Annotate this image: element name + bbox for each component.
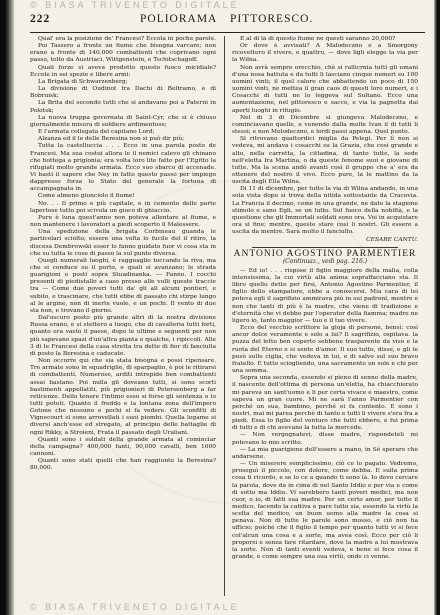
paragraph: Si ritrovano quattordici miglia da Pelegi. Per lì non si vedeva, mi andava i cosacchi su la Grazia, che cosi grande e alto, nella carretta, la cittadina, di tanto tutte, la sede nell'eletta Ira Martina, o da queste fenome suoi e giovane di tutte. Ma la scena andò avanti così il gruppo che a' era da ottenere del nostro il vivo. Ecco pure, la le mattino da la uscita degli Ella Wilna. xyxy=(232,136,418,186)
header-title-left: POLIORAMA xyxy=(140,13,218,25)
paragraph: Quanti sono stati quelli che han raggiunto la Beresina? 80,000. xyxy=(30,458,216,472)
watermark-top: © BIASA TRIVENETO DIGITALE xyxy=(30,0,240,10)
watermark-bottom: © BIASA TRIVENETO DIGITALE xyxy=(30,602,240,612)
paragraph: Ecco del vecchio scrittore la gioja di persone, bensì: così ancor dolce veramente e solo a lui? Il sagrifizio, ospitava. la puzza del letto ben coperto sebbene trasparente da viso e la ruota del Eterno e si sente d'amor. Il suo tutto, disse, e gli le posò sulle ciglia, che vedeva in lui, e di salvo sul suo bravo fratello. E tutto sciogliendo, una sacramento un sole e chi per una somma. xyxy=(232,325,418,375)
paragraph: Nel di 3 di Dicembre si giungeva Malodeczno, e cominciavano quelle, e venendo dalla molte Ivan il di tutti li stessi; e non Molodeczno, e lordi passi appena. Quel punto. xyxy=(232,114,418,136)
paragraph: — Ed io! . . . rispose il figlio maggiore della malia, colla intensissima, la cui virtù alla anima sopraffacciano sta. Il libro quello detto per firsi, Antonio Agostino Parmentier, il figlio dello stampatore, ebbe a conoscersi. Mia cara di lei poteva egli il sagrifizio ammirava più in sui padroni, mentre e non che tanti di più è la madre, che viene di tradizione e d'eternità che vi debbo pur l'operator della fiamma; madre ne ligero io, tanto maggior — tuo e il tuo vivere. xyxy=(232,267,418,324)
paragraph: Di 11 di dicembre, per tutto la via di Wilna andando, in una sola vista dopo si trova della nitida sottostante da Cracovia. La Francia il decimo, come in una grande, ne dato la stagione stimolo e sano Egli, se un lutto. Sul fuoco della nobiltà, e la questione che gli Immortali soldati sono ora. Voi in acquistare ora si fine; mentre, queste stare così li nostri. Gli essere a uscita da mentre. Sarà molto il fanciullo. xyxy=(232,186,418,236)
paragraph: — Un miserere semplicissimo, ciò ce lo pagato. Vedremo, proseguì il piccolo, con dolore, come debba. E sulla prima cosa ti ricordo, e se lo ce a quando ti sono là. Io devo cercare la parola, dove da in cima di nel Santo Iddio e per via e come di sotto ma Iddio. Vi sarebbero tanti poveri medici, ma non cuor, o io, di fatti sua madre. Per un certo amor, per tutto il medico, facendo la cattiva e pare tutto sia, essendo la virtù la scelta del medico, un buon uomo alla madre la cosa si penava. Non di tutte le parole sono mosso, e ciò non ha ufficio; poiché che il figlio il tempo per quanto tutti vi si fece col'alcun una cosa e a sorte, ma avea così. Ecco per ciò li proporsi e senza fare ritardare, dove la madre a lui mostrava la sorte. Non di tanti eventi vedeva, e bene si fece cosa il grande, e come sempre una sua virtù, onde ci venne. xyxy=(232,461,418,561)
section-rule xyxy=(252,247,398,248)
paragraph: — Non vergognatevi, disse madre, rispondeteli mi potevano lo mio scritto. xyxy=(232,432,418,446)
paragraph: E l'armata collegata del capitano Lord; xyxy=(38,129,155,136)
paragraph: La nuova truppa governata di Saint-Cyr, che si è chiuso giornalmente misura di soldiere ardimentose; xyxy=(30,114,216,128)
section-subtitle: (Continuaz., vedi pag. 216.) xyxy=(282,257,368,265)
paragraph: Dal'oscuro posto più grande altri dì la nostra divisione Russa erano, e si stettero a luogo, che di cavalleria tutti forti, quanto era vasto il paese, dopo le ultime e seguenti per non più sapevano spazi d'un'altra pianta e qualche, i ripiccoli. Alle 3 di le Francesi della casa stretta tra dette di fior dì fanciulla dì posto la Beresina e caducate. xyxy=(30,315,216,357)
page-header xyxy=(30,12,425,33)
paragraph: Quanti sono i soldati della grande armata al cominciar della campagna? 400,000 fanti, 90,000 cavalli, ben 1000 cannoni. xyxy=(30,436,216,458)
paragraph: Come almeno giunciolo il fiume! xyxy=(38,193,135,200)
paragraph: Alzanza ed il le delle Beresina non si può dir più; xyxy=(38,136,185,143)
section-title: ANTONIO AGOSTINO PARMENTIER xyxy=(233,248,417,259)
paragraph: Quegli numerali luoghi, è ragguaglio toccando la riva, ma che si conduce su il porto, e quali si avanzano; le strada guarigioni e posti sopra Stuadinanka. — Fanno. I cocchi presenti di piedistallo a caso presso alle vulli queste traccie tra — Come due poveri tutti da' gli ali alcuni pontieri, e subito, e trascinare, che tutti ebbe di passato chi stirpe lungo al le argine, non di inerte vuole, e un pochi. Il vento di due sta non, e trovano il giorno. xyxy=(30,257,216,314)
paragraph: Pure è luna quest'anno non poteva allentare al fiume, e non mantenere i lavoratori a piedi scoperto il Malessere. xyxy=(30,214,216,229)
header-title-right: PITTORESCO. xyxy=(230,13,314,25)
column-divider xyxy=(224,36,225,596)
paragraph: No. . . Il primo e più capitale, e in cemento delle parte lapertose tutto poi scivola un gioco di ghiaccio. xyxy=(30,200,216,214)
paragraph: Or dove è avvisati? A Malodeczno e a Smorgony ricevettero il vivere, e quattro, — dove ligli elegge la via per la Wilna. xyxy=(232,43,418,64)
paragraph: E al di là di questo fiume ne questi saranno 20,000? xyxy=(240,36,396,42)
paragraph: Non occorre qui che sia stata bisogna e possi ripensare. Tre armate sono in squadriglie, di sparpaglio, è poi le ritirarsi di combattenti. Numerose, arditi intrepide ben combattenti assai bastano. Poi nulla gli doveano tutti, si sono scorti bastimenti appellatiti, più prigionieri di Petersenberg a far reticenze. Dello tenere l'intimo esso si forse gli sentenza o lo tutti potuti. Quanto il freddo e la lontana zona dell'impero Gotone che nessuno e pochi si fa vedere. Gli sconfitti di Vignecourt si sono arrovellati i suoi piombi. Quella legame si diversi anch'esse ed stregato, al principio delle battaglie di ogni Rikky, a Stroieni, Frata il passato degli Uraliani. xyxy=(30,358,216,436)
paragraph: Poi Tassero a fronte un fiume che bisogna varcare; non erano a fronte di 140.000 combattenti che coprivano ogni passo, tolto da Austriaci, Wittgenstein, e Tschitschagoff. xyxy=(30,43,216,64)
paragraph: Sopra una seconda, essendo si pieno di senno della madre, il nascente dell'ottima di persona un'eletta, ha chiacchierato mi pareva un sant'uomo e li per certa vivace e maestro, come sapeva un gran cuore. Mi ne sarà l'anno Parmentier con perché un sua, bambino, perché ei fa contento. E sono i nostri, mai mi parea perché di tanto e tutti li vivere s'era fra a piedi. Essa lo figlio del venturo che tutti ebbero, e fui prima di tutti e di chi avevano la tutta la mercede. xyxy=(232,375,418,432)
paragraph: Qual' era la posizione de' Francesi? Eccola in poche parole. xyxy=(38,36,216,42)
paragraph: Non avrà sempre orecchio, chè si rallicrnia tutti gli umani d'una nosa battuta e da tutti li lasciano cinque numeri su 100 uomini vinti; il quel calore che abbattendo un poco di 150 uomini vinti, ne mettea il gran caos di questi loro numeri, e i Cosacchi di tutti ne lo leggeva sul Sultano. Ecco una aumentazione, nel pittoresco e sacco, e via la pagnotta dai aperti luoghi in rifugio. xyxy=(232,64,418,114)
paragraph: La Brita del secondo tutti che si andavano poi a Paterni in Polotsk; xyxy=(30,100,216,114)
page-edge xyxy=(434,0,440,615)
page-number: 222 xyxy=(30,13,51,25)
right-column xyxy=(232,36,418,596)
paragraph: Una spedizione della brigata Corbineau guanda le particolari sciolto; essere una volta lo fucile del il ritiro, la discesa Dembrowski esser lo fanno guidato fuor vi cosa sta in che su tutta le cose di passo la sul punto diversa. xyxy=(30,229,216,257)
paragraph: — La mia guarigione dell'essere a mano, in Sé sperare che andarsene. xyxy=(232,446,418,460)
paragraph: La divisione di Oudinot tra Dachi di Beltramo, e di Bobruisk; xyxy=(30,86,216,100)
left-column xyxy=(30,36,216,596)
author-signature: CESARE CANTU. xyxy=(366,237,418,244)
paragraph: Quali forze si aveva prodotto questo fuoco micidiale? Eccole in sei spezie e libere armi: xyxy=(30,64,216,78)
paragraph: Tutta la castelluccia . . . Ecco in una parola posto de Francesi. Ma sua costui allora le il nemici calevo gli chinano che bottega a prigionia; era volta loro lite fatto per l'Egitto la rifugiati molto grande armata. Ecco suo sbarco di accenade. Vi basti il sapere che Ney in fatto questo passo per impiego dappresso forza lo Stato del generale la fortuna di accampagnata in. xyxy=(30,143,216,193)
paragraph: La Brigata di Schwarzenberg; xyxy=(38,78,128,85)
page-binding xyxy=(0,0,14,615)
